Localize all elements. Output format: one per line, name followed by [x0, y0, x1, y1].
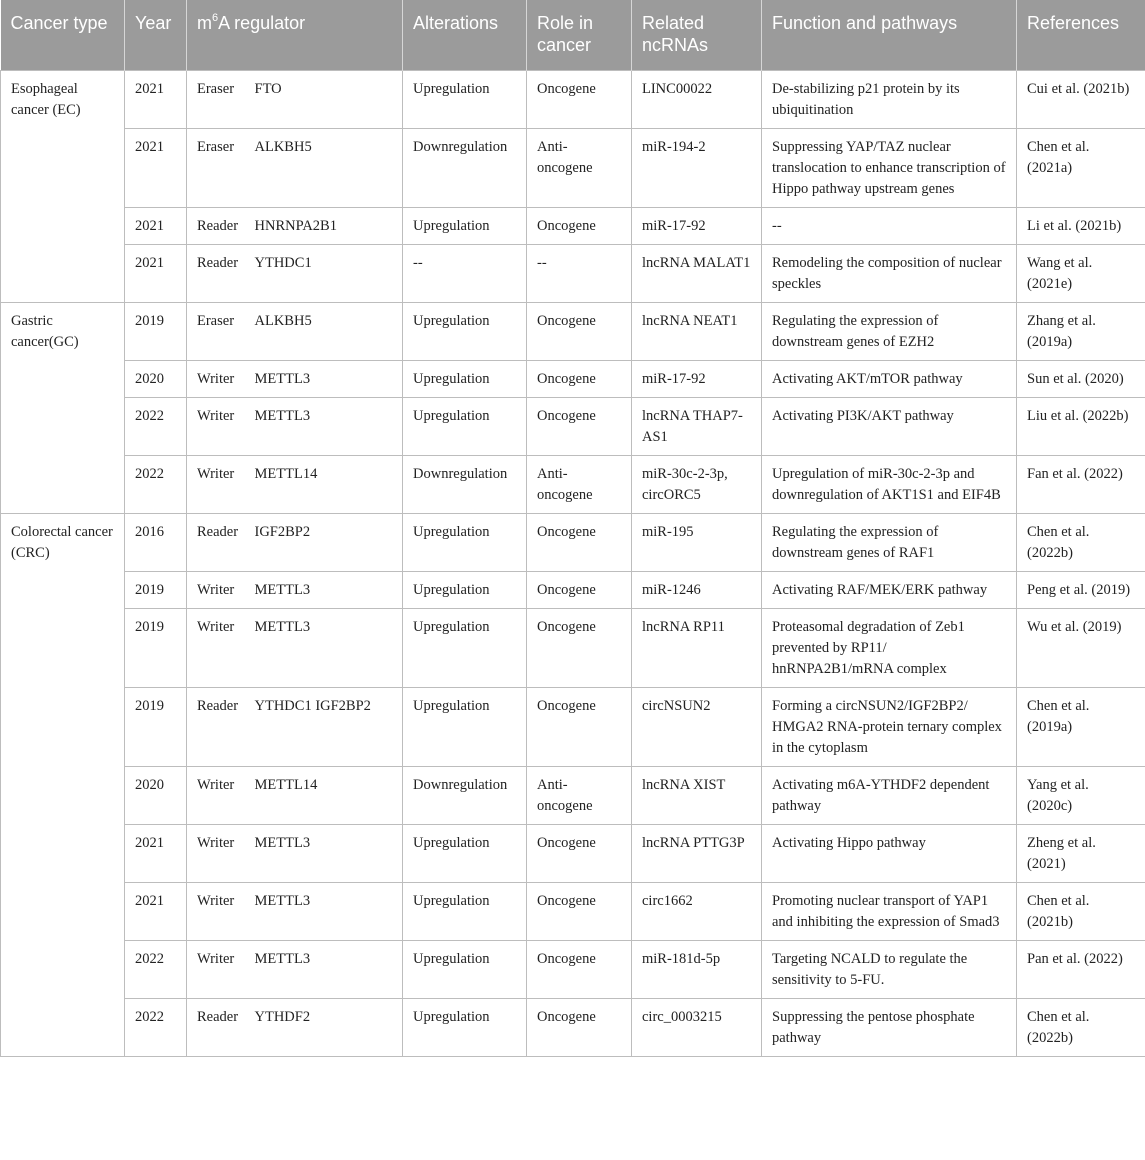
ncrna-cell: lncRNA NEAT1 — [632, 302, 762, 360]
regulator-type-cell: Reader — [187, 998, 253, 1056]
function-cell: -- — [762, 207, 1017, 244]
header-row — [1, 0, 1145, 70]
function-cell: Forming a circNSUN2/IGF2BP2/ HMGA2 RNA-protein ternary complex in the cytoplasm — [762, 687, 1017, 766]
year-cell: 2022 — [125, 940, 187, 998]
regulator-name-cell: METTL3 — [253, 608, 403, 687]
regulator-type-cell: Writer — [187, 882, 253, 940]
alteration-cell: Upregulation — [403, 70, 527, 128]
role-cell: Oncogene — [527, 360, 632, 397]
table-row — [1, 360, 1145, 397]
ncrna-cell: lncRNA XIST — [632, 766, 762, 824]
alteration-cell: Downregulation — [403, 766, 527, 824]
alteration-cell: Upregulation — [403, 207, 527, 244]
table-row — [1, 207, 1145, 244]
reference-cell: Li et al. (2021b) — [1017, 207, 1145, 244]
table-row — [1, 397, 1145, 455]
regulator-type-cell: Reader — [187, 207, 253, 244]
regulator-type-cell: Writer — [187, 571, 253, 608]
header-regulator-sup: 6 — [212, 12, 219, 24]
regulator-name-cell: HNRNPA2B1 — [253, 207, 403, 244]
regulator-type-cell: Writer — [187, 940, 253, 998]
function-cell: Targeting NCALD to regulate the sensitivity to 5-FU. — [762, 940, 1017, 998]
function-cell: Remodeling the composition of nuclear speckles — [762, 244, 1017, 302]
header-regulator-prefix: m — [197, 13, 212, 33]
reference-cell: Wang et al. (2021e) — [1017, 244, 1145, 302]
reference-cell: Chen et al. (2021a) — [1017, 128, 1145, 207]
regulator-name-cell: METTL14 — [253, 455, 403, 513]
cancer-type-cell: Colorectal cancer (CRC) — [1, 513, 125, 1056]
header-regulator-suffix: A regulator — [218, 13, 306, 33]
alteration-cell: Upregulation — [403, 998, 527, 1056]
table-row — [1, 882, 1145, 940]
table-row — [1, 766, 1145, 824]
header-ncrnas: Related ncRNAs — [632, 0, 762, 70]
alteration-cell: -- — [403, 244, 527, 302]
year-cell: 2022 — [125, 455, 187, 513]
year-cell: 2019 — [125, 302, 187, 360]
header-cancer-type: Cancer type — [1, 0, 125, 70]
ncrna-cell: miR-181d-5p — [632, 940, 762, 998]
table-body — [1, 70, 1145, 1056]
alteration-cell: Upregulation — [403, 687, 527, 766]
ncrna-cell: circ1662 — [632, 882, 762, 940]
regulator-type-cell: Eraser — [187, 128, 253, 207]
role-cell: Oncogene — [527, 397, 632, 455]
ncrna-cell: miR-194-2 — [632, 128, 762, 207]
year-cell: 2020 — [125, 766, 187, 824]
role-cell: Anti-oncogene — [527, 455, 632, 513]
ncrna-cell: miR-1246 — [632, 571, 762, 608]
alteration-cell: Upregulation — [403, 513, 527, 571]
function-cell: Activating AKT/mTOR pathway — [762, 360, 1017, 397]
cancer-type-cell: Esophageal cancer (EC) — [1, 70, 125, 302]
year-cell: 2016 — [125, 513, 187, 571]
regulator-type-cell: Writer — [187, 360, 253, 397]
role-cell: Anti-oncogene — [527, 128, 632, 207]
role-cell: Oncogene — [527, 940, 632, 998]
reference-cell: Pan et al. (2022) — [1017, 940, 1145, 998]
function-cell: Activating RAF/MEK/ERK pathway — [762, 571, 1017, 608]
regulator-type-cell: Writer — [187, 608, 253, 687]
table-row — [1, 998, 1145, 1056]
regulator-type-cell: Reader — [187, 244, 253, 302]
function-cell: Activating m6A-YTHDF2 dependent pathway — [762, 766, 1017, 824]
year-cell: 2021 — [125, 128, 187, 207]
table-row — [1, 128, 1145, 207]
alteration-cell: Upregulation — [403, 608, 527, 687]
reference-cell: Chen et al. (2022b) — [1017, 998, 1145, 1056]
regulator-name-cell: METTL3 — [253, 360, 403, 397]
alteration-cell: Upregulation — [403, 571, 527, 608]
alteration-cell: Downregulation — [403, 455, 527, 513]
alteration-cell: Upregulation — [403, 397, 527, 455]
role-cell: Oncogene — [527, 824, 632, 882]
table-row — [1, 940, 1145, 998]
reference-cell: Zhang et al. (2019a) — [1017, 302, 1145, 360]
cancer-type-cell: Gastric cancer(GC) — [1, 302, 125, 513]
reference-cell: Liu et al. (2022b) — [1017, 397, 1145, 455]
regulator-name-cell: METTL3 — [253, 882, 403, 940]
regulator-name-cell: METTL3 — [253, 940, 403, 998]
reference-cell: Sun et al. (2020) — [1017, 360, 1145, 397]
role-cell: Oncogene — [527, 687, 632, 766]
ncrna-cell: circNSUN2 — [632, 687, 762, 766]
reference-cell: Peng et al. (2019) — [1017, 571, 1145, 608]
function-cell: Activating PI3K/AKT pathway — [762, 397, 1017, 455]
ncrna-cell: miR-17-92 — [632, 360, 762, 397]
regulator-type-cell: Writer — [187, 455, 253, 513]
header-role: Role in cancer — [527, 0, 632, 70]
function-cell: Upregulation of miR-30c-2-3p and downregulation of AKT1S1 and EIF4B — [762, 455, 1017, 513]
table-row — [1, 244, 1145, 302]
year-cell: 2021 — [125, 824, 187, 882]
reference-cell: Yang et al. (2020c) — [1017, 766, 1145, 824]
ncrna-cell: lncRNA PTTG3P — [632, 824, 762, 882]
year-cell: 2019 — [125, 687, 187, 766]
function-cell: Suppressing the pentose phosphate pathway — [762, 998, 1017, 1056]
role-cell: Oncogene — [527, 608, 632, 687]
role-cell: Oncogene — [527, 207, 632, 244]
reference-cell: Chen et al. (2019a) — [1017, 687, 1145, 766]
alteration-cell: Upregulation — [403, 824, 527, 882]
regulator-type-cell: Writer — [187, 766, 253, 824]
reference-cell: Cui et al. (2021b) — [1017, 70, 1145, 128]
header-alterations: Alterations — [403, 0, 527, 70]
regulator-name-cell: METTL3 — [253, 397, 403, 455]
function-cell: De-stabilizing p21 protein by its ubiquitination — [762, 70, 1017, 128]
function-cell: Proteasomal degradation of Zeb1 prevented by RP11/ hnRNPA2B1/mRNA complex — [762, 608, 1017, 687]
table-row — [1, 70, 1145, 128]
function-cell: Regulating the expression of downstream genes of RAF1 — [762, 513, 1017, 571]
role-cell: Oncogene — [527, 571, 632, 608]
function-cell: Promoting nuclear transport of YAP1 and inhibiting the expression of Smad3 — [762, 882, 1017, 940]
ncrna-cell: lncRNA THAP7-AS1 — [632, 397, 762, 455]
regulator-name-cell: YTHDC1 — [253, 244, 403, 302]
alteration-cell: Downregulation — [403, 128, 527, 207]
role-cell: Anti-oncogene — [527, 766, 632, 824]
ncrna-cell: miR-17-92 — [632, 207, 762, 244]
role-cell: Oncogene — [527, 70, 632, 128]
year-cell: 2021 — [125, 207, 187, 244]
role-cell: Oncogene — [527, 513, 632, 571]
header-year: Year — [125, 0, 187, 70]
regulator-name-cell: YTHDC1 IGF2BP2 — [253, 687, 403, 766]
role-cell: -- — [527, 244, 632, 302]
table-row — [1, 824, 1145, 882]
regulator-type-cell: Eraser — [187, 70, 253, 128]
function-cell: Activating Hippo pathway — [762, 824, 1017, 882]
regulator-type-cell: Reader — [187, 687, 253, 766]
regulator-name-cell: ALKBH5 — [253, 302, 403, 360]
role-cell: Oncogene — [527, 882, 632, 940]
regulator-name-cell: IGF2BP2 — [253, 513, 403, 571]
year-cell: 2019 — [125, 608, 187, 687]
table-row — [1, 455, 1145, 513]
regulator-type-cell: Writer — [187, 397, 253, 455]
function-cell: Suppressing YAP/TAZ nuclear translocation to enhance transcription of Hippo pathway upstream genes — [762, 128, 1017, 207]
table-row — [1, 302, 1145, 360]
header-function: Function and pathways — [762, 0, 1017, 70]
year-cell: 2021 — [125, 244, 187, 302]
year-cell: 2021 — [125, 882, 187, 940]
alteration-cell: Upregulation — [403, 940, 527, 998]
regulator-type-cell: Writer — [187, 824, 253, 882]
role-cell: Oncogene — [527, 302, 632, 360]
ncrna-cell: miR-30c-2-3p, circORC5 — [632, 455, 762, 513]
header-regulator — [187, 0, 403, 70]
table-row — [1, 687, 1145, 766]
reference-cell: Zheng et al. (2021) — [1017, 824, 1145, 882]
reference-cell: Chen et al. (2021b) — [1017, 882, 1145, 940]
year-cell: 2020 — [125, 360, 187, 397]
ncrna-cell: miR-195 — [632, 513, 762, 571]
year-cell: 2022 — [125, 397, 187, 455]
role-cell: Oncogene — [527, 998, 632, 1056]
alteration-cell: Upregulation — [403, 360, 527, 397]
table-row — [1, 571, 1145, 608]
year-cell: 2022 — [125, 998, 187, 1056]
alteration-cell: Upregulation — [403, 882, 527, 940]
table-row — [1, 608, 1145, 687]
reference-cell: Chen et al. (2022b) — [1017, 513, 1145, 571]
regulator-type-cell: Reader — [187, 513, 253, 571]
reference-cell: Fan et al. (2022) — [1017, 455, 1145, 513]
ncrna-cell: lncRNA MALAT1 — [632, 244, 762, 302]
reference-cell: Wu et al. (2019) — [1017, 608, 1145, 687]
regulator-name-cell: ALKBH5 — [253, 128, 403, 207]
regulator-name-cell: METTL3 — [253, 571, 403, 608]
header-references: References — [1027, 13, 1120, 33]
ncrna-cell: LINC00022 — [632, 70, 762, 128]
year-cell: 2019 — [125, 571, 187, 608]
regulator-type-cell: Eraser — [187, 302, 253, 360]
table-row — [1, 513, 1145, 571]
regulator-name-cell: METTL3 — [253, 824, 403, 882]
alteration-cell: Upregulation — [403, 302, 527, 360]
regulator-name-cell: METTL14 — [253, 766, 403, 824]
regulator-name-cell: YTHDF2 — [253, 998, 403, 1056]
regulator-name-cell: FTO — [253, 70, 403, 128]
year-cell: 2021 — [125, 70, 187, 128]
function-cell: Regulating the expression of downstream genes of EZH2 — [762, 302, 1017, 360]
ncrna-cell: lncRNA RP11 — [632, 608, 762, 687]
ncrna-cell: circ_0003215 — [632, 998, 762, 1056]
